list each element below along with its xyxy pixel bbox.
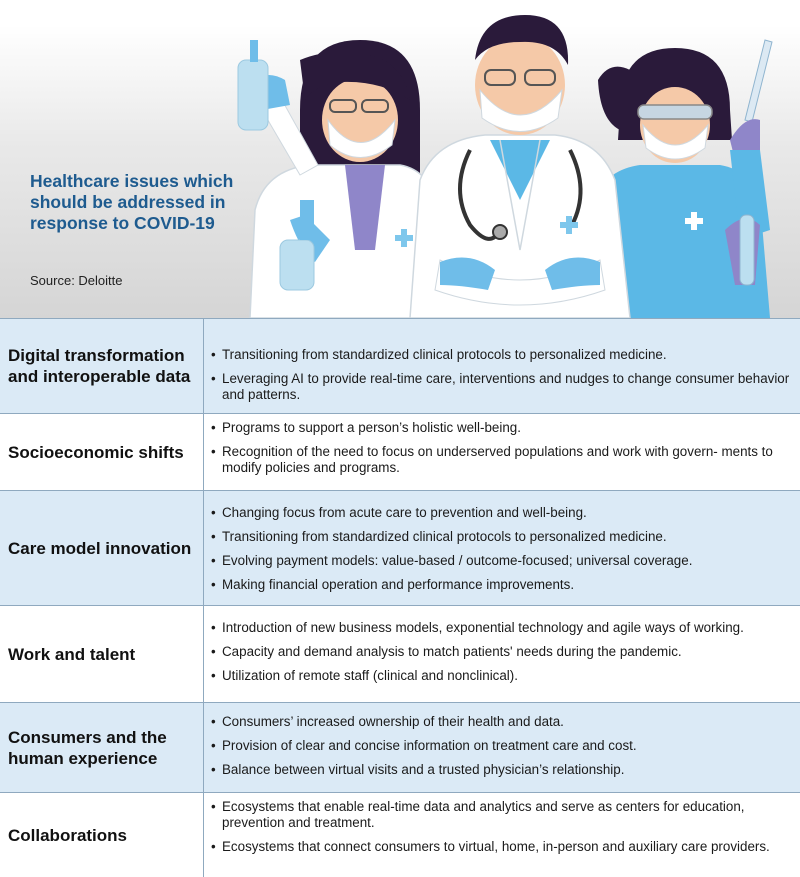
row-items — [204, 793, 800, 877]
list-item: • Ecosystems that enable real-time data and analytics and serve as centers for education, prevention and treatment. — [210, 799, 794, 831]
table-row — [0, 413, 800, 490]
list-item: • Provision of clear and concise information on treatment care and cost. — [210, 738, 794, 754]
list-item: • Introduction of new business models, exponential technology and agile ways of working. — [210, 620, 794, 636]
table-row — [0, 605, 800, 702]
row-items — [204, 414, 800, 490]
row-items — [204, 606, 800, 702]
row-category: Work and talent — [0, 606, 204, 702]
list-item: • Utilization of remote staff (clinical and nonclinical). — [210, 668, 794, 684]
list-item: • Balance between virtual visits and a trusted physician’s relationship. — [210, 762, 794, 778]
table-row — [0, 792, 800, 877]
row-items — [204, 319, 800, 413]
list-item: • Transitioning from standardized clinical protocols to personalized medicine. — [210, 529, 794, 545]
hero-banner — [0, 0, 800, 318]
page-title: Healthcare issues which should be addressed in response to COVID-19 — [30, 171, 234, 233]
row-category: Collaborations — [0, 793, 204, 877]
list-item: • Transitioning from standardized clinical protocols to personalized medicine. — [210, 347, 794, 363]
list-item: • Changing focus from acute care to prevention and well-being. — [210, 505, 794, 521]
three-medical-workers-illustration — [0, 0, 800, 318]
list-item: • Programs to support a person’s holistic well-being. — [210, 420, 794, 436]
table-row — [0, 318, 800, 413]
list-item: • Recognition of the need to focus on underserved populations and work with govern- ments to modify policies and programs. — [210, 444, 794, 476]
source-label: Source: Deloitte — [30, 273, 123, 288]
row-category: Socioeconomic shifts — [0, 414, 204, 490]
issues-table — [0, 318, 800, 877]
table-row — [0, 490, 800, 605]
list-item: • Capacity and demand analysis to match patients' needs during the pandemic. — [210, 644, 794, 660]
list-item: • Consumers’ increased ownership of their health and data. — [210, 714, 794, 730]
list-item: • Evolving payment models: value-based / outcome-focused; universal coverage. — [210, 553, 794, 569]
list-item: • Making financial operation and performance improvements. — [210, 577, 794, 593]
row-items — [204, 491, 800, 605]
center-worker-figure — [410, 15, 630, 318]
list-item: • Ecosystems that connect consumers to virtual, home, in-person and auxiliary care providers. — [210, 839, 794, 855]
row-category: Consumers and the human experience — [0, 703, 204, 792]
row-items — [204, 703, 800, 792]
table-row — [0, 702, 800, 792]
row-category: Care model innovation — [0, 491, 204, 605]
list-item: • Leveraging AI to provide real-time care, interventions and nudges to change consumer behavior and patterns. — [210, 371, 794, 403]
row-category: Digital transformation and interoperable data — [0, 319, 204, 413]
